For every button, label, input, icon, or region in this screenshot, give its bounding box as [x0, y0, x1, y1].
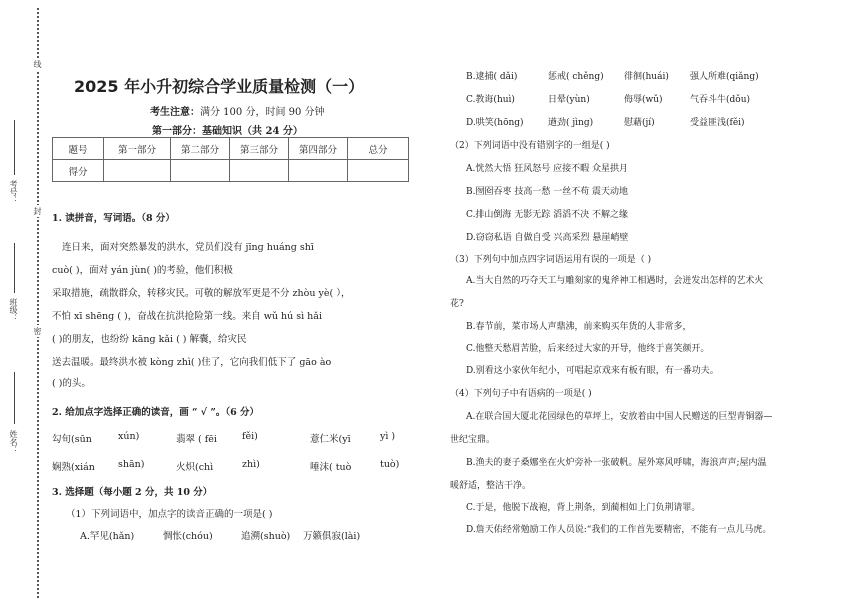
q1-line: 不怕 xī shēnɡ ( )，奋战在抗洪抢险第一线。来自 wǔ hú sì hǎi: [52, 311, 323, 322]
option-part: 侮辱(wǔ): [624, 95, 663, 105]
notice-label: 考生注意：: [150, 107, 200, 118]
q3-sub4-option-b[interactable]: B.渔夫的妻子桑娜坐在火炉旁补一张破帆。屋外寒风呼啸，海浪声声;屋内温: [466, 458, 767, 468]
binding-seal-label: 封: [33, 207, 42, 215]
binding-line-label: 线: [33, 60, 42, 68]
option-part: 慰藉(jí): [624, 118, 655, 128]
binding-dotted-line: [37, 8, 39, 598]
binding-secret-label: 密: [33, 327, 42, 335]
option-part: A.罕见(hǎn): [80, 531, 135, 542]
q2-option[interactable]: shān): [118, 459, 145, 470]
class-field[interactable]: [14, 243, 15, 293]
q3-sub2-option-b[interactable]: B.囫囵吞枣 技高一愁 一丝不苟 震天动地: [466, 187, 629, 197]
q3-sub2-option-c[interactable]: C.排山倒海 无影无踪 滔滔不决 不解之缘: [466, 210, 629, 220]
score-table: [52, 137, 409, 182]
exam-notice: [150, 103, 325, 118]
q3-sub2-option-d[interactable]: D.窃窃私语 自做自受 兴高采烈 悬崖峭壁: [466, 233, 629, 243]
option-part: 气吞斗牛(dǒu): [690, 95, 750, 105]
score-cell-part3[interactable]: [230, 160, 289, 182]
option-part: 徘徊(huái): [624, 72, 669, 82]
table-cell: 得分: [53, 160, 104, 182]
q3-sub1-stem: （1）下列词语中，加点字的读音正确的一项是( ): [66, 509, 273, 520]
q2-option[interactable]: 勾旬(sūn: [52, 434, 92, 445]
option-part: B.逮捕( dǎi): [466, 72, 518, 82]
q3-sub2-stem: （2）下列词语中没有错别字的一组是( ): [450, 141, 610, 151]
notice-text: 满分 100 分，时间 90 分钟: [200, 107, 325, 118]
q3-sub4-option-d[interactable]: D.詹天佑经常勉励工作人员说:“我们的工作首先要精密，不能有一点儿马虎。: [466, 525, 772, 535]
option-part: 受益匪浅(fěi): [690, 118, 745, 128]
q2-option[interactable]: zhì): [242, 459, 260, 470]
q2-option[interactable]: fěi): [242, 431, 258, 442]
q3-sub3-option-b[interactable]: B.春节前，菜市场人声鼎沸，前来购买年货的人非常多，: [466, 322, 692, 332]
q2-option[interactable]: 火炽(chì: [176, 462, 214, 473]
q1-line: 连日来，面对突然暴发的洪水，党员们没有 jīnɡ huánɡ shī: [62, 242, 314, 253]
q1-line: ( )的朋友，也纷纷 kānɡ kǎi ( ) 解囊，给灾民: [52, 334, 247, 345]
exam-no-label: 考号：: [9, 180, 18, 204]
score-cell-part1[interactable]: [104, 160, 171, 182]
option-part: 万籁俱寂(lài): [303, 531, 361, 542]
score-cell-part2[interactable]: [171, 160, 230, 182]
part1-title: 第一部分：基础知识（共 24 分）: [152, 126, 303, 137]
score-table-header-row: [53, 138, 409, 160]
score-table-score-row: [53, 160, 409, 182]
table-cell: 第二部分: [171, 138, 230, 160]
q2-title: 2. 给加点字选择正确的读音，画 “ √ ”。（6 分）: [52, 407, 259, 418]
q2-option[interactable]: yì ): [380, 431, 396, 442]
table-cell: 第三部分: [230, 138, 289, 160]
q3-sub3-option-a-cont: 花?: [450, 299, 464, 309]
q3-title: 3. 选择题（每小题 2 分，共 10 分）: [52, 487, 213, 498]
q2-option[interactable]: 娴熟(xián: [52, 462, 95, 473]
option-part: 遒劲( jìng): [548, 118, 594, 128]
q3-sub3-option-d[interactable]: D.别看这小家伙年纪小，可唱起京戏来有板有眼，有一番功夫。: [466, 366, 719, 376]
q1-line: ( )的头。: [52, 378, 91, 389]
page-title: 2025 年小升初综合学业质量检测（一）: [74, 77, 365, 96]
table-cell: 第四部分: [289, 138, 348, 160]
option-part: D.哄笑(hōng): [466, 118, 524, 128]
q2-option[interactable]: xún): [118, 431, 140, 442]
option-part: 惩戒( chěng): [548, 72, 604, 82]
name-label: 姓名：: [9, 430, 18, 454]
table-cell: 总分: [348, 138, 409, 160]
q3-sub3-option-a[interactable]: A.当大自然的巧夺天工与雕刻家的鬼斧神工相遇时，会迸发出怎样的艺术火: [466, 276, 764, 286]
score-cell-total[interactable]: [348, 160, 409, 182]
q3-sub4-option-b-cont: 暖舒适，整洁干净。: [450, 481, 532, 491]
name-field[interactable]: [14, 372, 15, 424]
option-part: C.教诲(huì): [466, 95, 515, 105]
q3-sub2-option-a[interactable]: A.恍然大悟 狂风怒号 应接不暇 众星拱月: [466, 164, 628, 174]
q3-sub3-option-c[interactable]: C.他整天愁眉苦脸，后来经过大家的开导，他终于喜笑颜开。: [466, 344, 710, 354]
option-part: 惆怅(chóu): [163, 531, 213, 542]
table-cell: 题号: [53, 138, 104, 160]
q2-option[interactable]: 薏仁米(yī: [310, 434, 351, 445]
q1-line: cuò( )，面对 yán jùn( )的考验，他们积极: [52, 265, 233, 276]
q3-sub4-option-a-cont: 世纪宝鼎。: [450, 435, 496, 445]
option-part: 强人所难(qiǎng): [690, 72, 759, 82]
q3-sub4-option-a[interactable]: A.在联合国大厦北花园绿色的草坪上，安放着由中国人民赠送的巨型青铜器—: [466, 412, 773, 422]
q2-option[interactable]: tuò): [380, 459, 400, 470]
class-label: 班级：: [9, 298, 18, 322]
score-cell-part4[interactable]: [289, 160, 348, 182]
table-cell: 第一部分: [104, 138, 171, 160]
q1-line: 送去温暖。最终洪水被 kònɡ zhì( )住了，它向我们低下了 ɡāo ào: [52, 357, 332, 368]
exam-no-field[interactable]: [14, 120, 15, 175]
q1-line: 采取措施，疏散群众，转移灾民。可敬的解放军更是不分 zhòu yè( ），: [52, 288, 351, 299]
q2-option[interactable]: 唾沫( tuò: [310, 462, 352, 473]
q1-title: 1. 读拼音，写词语。（8 分）: [52, 213, 175, 224]
q3-sub4-stem: （4）下列句子中有语病的一项是( ): [450, 389, 592, 399]
option-part: 追溯(shuò): [241, 531, 291, 542]
q3-sub3-stem: （3）下列句中加点四字词语运用有误的一项是（ ): [450, 255, 652, 265]
q2-option[interactable]: 翡翠 ( fēi: [176, 434, 217, 445]
option-part: 日晕(yùn): [548, 95, 590, 105]
binding-margin: [0, 0, 52, 608]
q3-sub4-option-c[interactable]: C.于是，他脱下战袍，背上荆条，到蔺相如上门负荆请罪。: [466, 503, 701, 513]
